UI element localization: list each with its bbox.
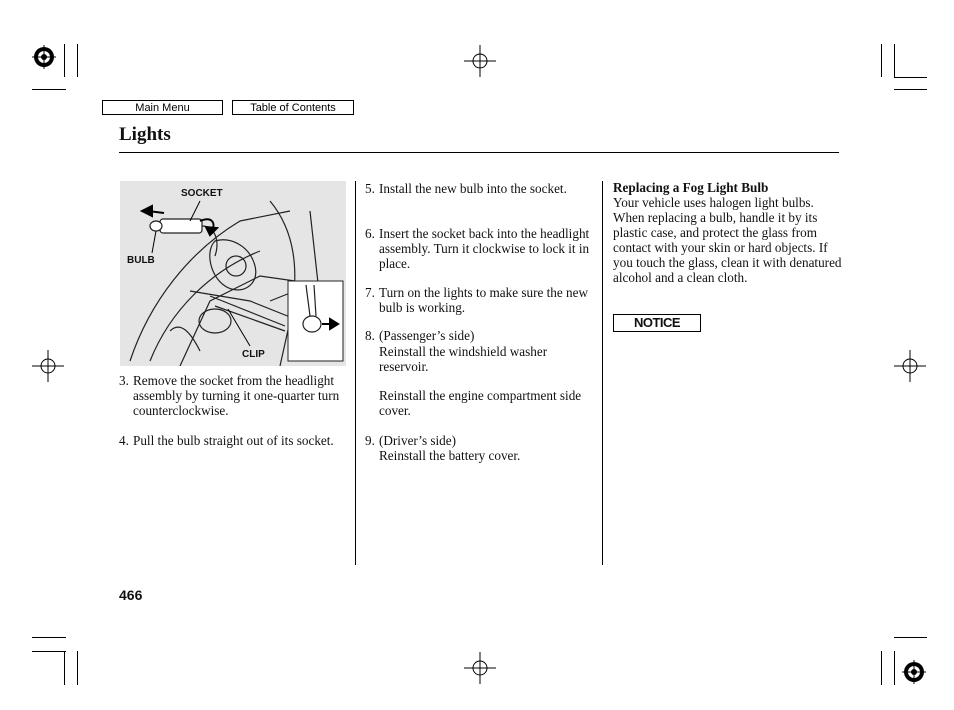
column-divider-2 bbox=[602, 181, 603, 565]
step-5: 5. Install the new bulb into the socket. bbox=[365, 181, 567, 196]
starburst-bottom-right bbox=[902, 660, 926, 684]
notice-badge: NOTICE bbox=[613, 314, 701, 332]
step-4: 4. Pull the bulb straight out of its socket. bbox=[119, 433, 334, 448]
fog-light-heading: Replacing a Fog Light Bulb bbox=[613, 180, 769, 195]
step-7: 7. Turn on the lights to make sure the new bulb is working. bbox=[365, 285, 589, 315]
step-8-washer: Reinstall the windshield washer reservoir. bbox=[379, 344, 548, 374]
step-8: 8. (Passenger’s side) bbox=[365, 328, 475, 343]
page-number: 466 bbox=[119, 587, 143, 603]
step-6: 6. Insert the socket back into the headlight assembly. Turn it clockwise to lock it in place. bbox=[365, 226, 590, 271]
headlight-socket-figure bbox=[120, 181, 346, 366]
figure-label-bulb: BULB bbox=[127, 255, 155, 266]
starburst-top-left bbox=[32, 45, 56, 69]
headlight-illustration bbox=[120, 181, 346, 366]
step-3: 3. Remove the socket from the headlight assembly by turning it one-quarter turn counterclockwise. bbox=[119, 373, 340, 418]
step-9-battery: Reinstall the battery cover. bbox=[379, 448, 521, 463]
figure-label-socket: SOCKET bbox=[181, 188, 223, 199]
step-9: 9. (Driver’s side) bbox=[365, 433, 457, 448]
table-of-contents-button[interactable]: Table of Contents bbox=[232, 100, 354, 115]
fog-light-body: Your vehicle uses halogen light bulbs. When replacing a bulb, handle it by its plastic case, and protect the glass from contact with your skin or hard objects. If you touch the glass, clean it with denatured alcohol and a clean cloth. bbox=[613, 195, 842, 285]
step-8-side-cover: Reinstall the engine compartment side cover. bbox=[379, 388, 582, 418]
page-title: Lights bbox=[119, 124, 171, 145]
main-menu-button[interactable]: Main Menu bbox=[102, 100, 223, 115]
figure-label-clip: CLIP bbox=[242, 349, 265, 360]
title-rule bbox=[119, 152, 839, 153]
